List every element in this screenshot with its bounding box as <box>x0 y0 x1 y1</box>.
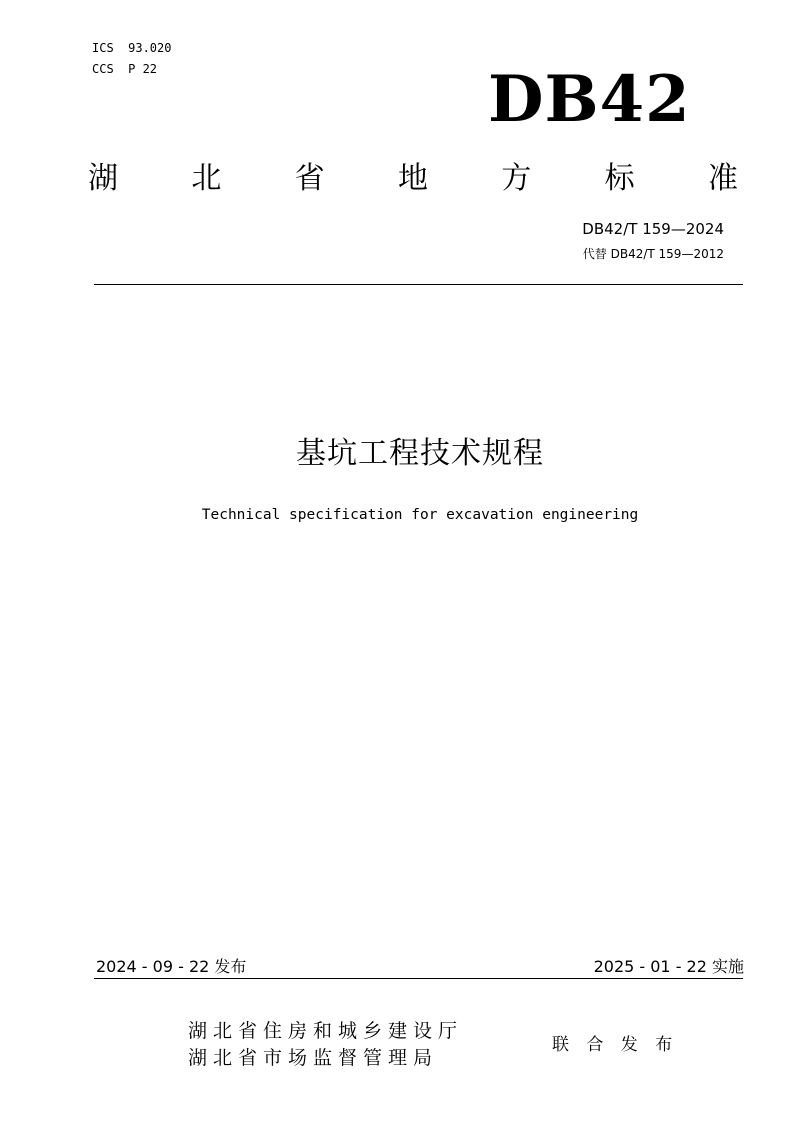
standard-type-title <box>88 150 738 200</box>
header-divider <box>94 284 743 285</box>
issuer-housing-dept: 湖北省住房和城乡建设厅 <box>188 1020 464 1042</box>
standard-type-char: 湖 <box>88 161 118 196</box>
classification-codes <box>92 38 171 80</box>
standard-type-char: 地 <box>397 161 428 196</box>
document-title-en: Technical specification for excavation engineering <box>201 507 639 523</box>
issue-date: 2024 - 09 - 22 发布 <box>96 957 247 976</box>
footer-divider <box>94 978 743 979</box>
issuer-market-bureau: 湖北省市场监督管理局 <box>188 1047 439 1069</box>
standard-type-char: 方 <box>501 161 532 196</box>
standard-type-char: 省 <box>294 161 325 196</box>
standard-type-char: 准 <box>707 161 738 196</box>
joint-issue-label: 联 合 发 布 <box>552 1035 679 1055</box>
ccs-code: CCS P 22 <box>92 62 158 76</box>
ics-code: ICS 93.020 <box>92 41 172 55</box>
standard-number: DB42/T 159—2024 <box>582 220 724 238</box>
replaces-standard: 代替 DB42/T 159—2012 <box>582 247 724 261</box>
issuing-authorities <box>188 1018 463 1072</box>
document-title-zh: 基坑工程技术规程 <box>296 436 544 471</box>
db-logo: DB42 <box>488 62 691 137</box>
implementation-date: 2025 - 01 - 22 实施 <box>593 957 744 976</box>
standard-type-char: 北 <box>191 161 222 196</box>
standard-type-char: 标 <box>604 161 635 196</box>
